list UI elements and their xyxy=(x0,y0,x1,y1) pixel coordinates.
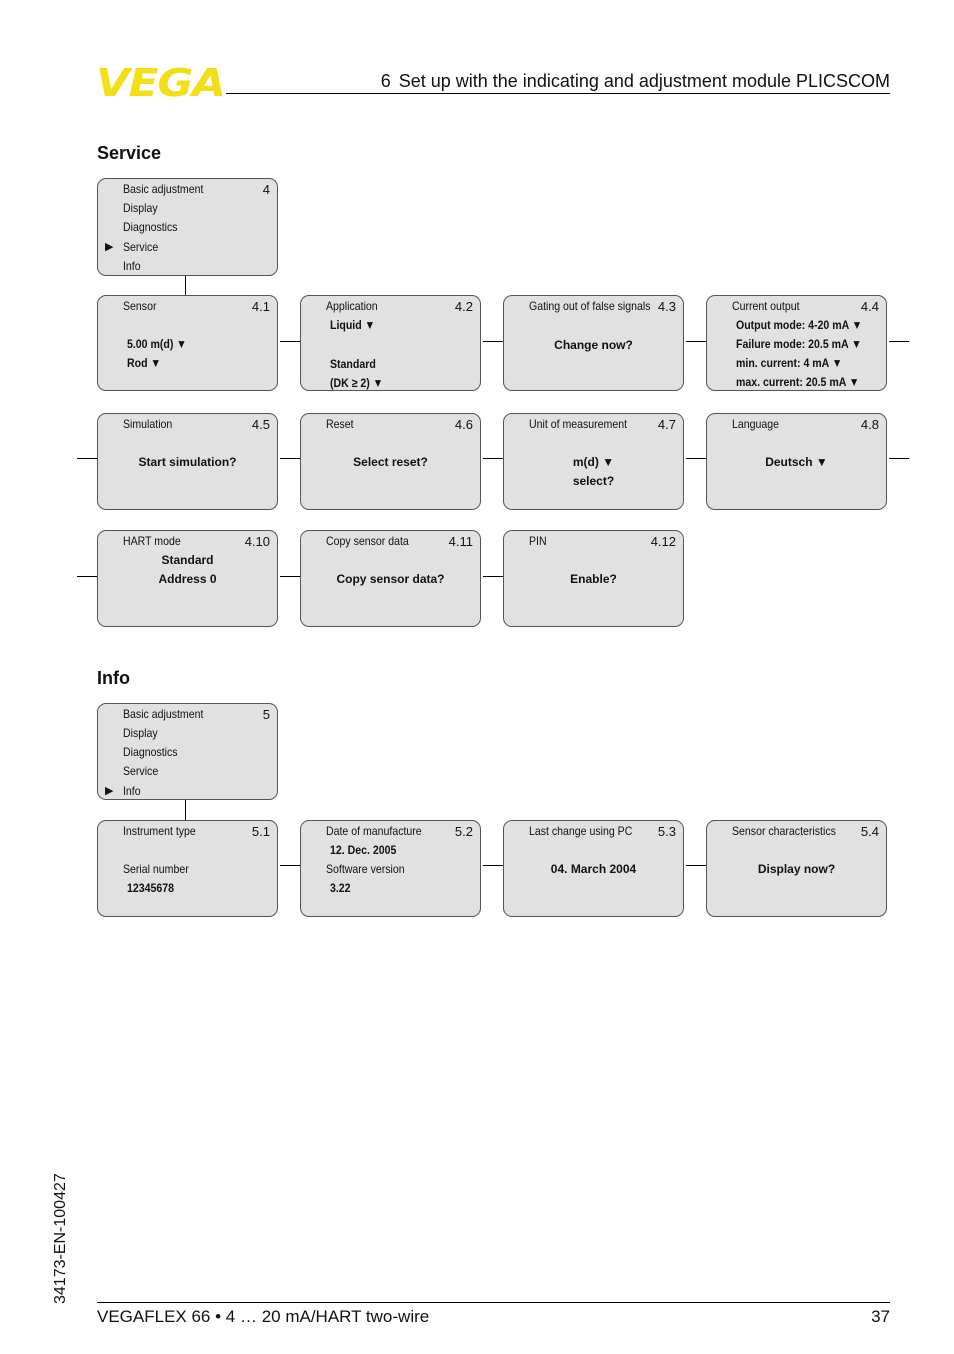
box-value: Deutsch ▼ xyxy=(765,455,828,469)
box-title: Simulation xyxy=(123,417,173,431)
connector-line xyxy=(686,341,706,342)
box-unit xyxy=(503,413,684,510)
info-menu-box xyxy=(97,703,278,800)
box-last-change xyxy=(503,820,684,917)
menu-number: 5 xyxy=(262,707,270,722)
box-value: 3.22 xyxy=(330,881,351,895)
box-hart-mode xyxy=(97,530,278,627)
box-title: Instrument type xyxy=(123,824,196,838)
box-value: Display now? xyxy=(757,862,836,876)
box-value: (DK ≥ 2) ▼ xyxy=(330,376,384,390)
box-value: m(d) ▼ xyxy=(572,455,615,469)
box-value: 04. March 2004 xyxy=(550,862,637,876)
box-sensor-characteristics xyxy=(706,820,887,917)
connector-line xyxy=(483,341,503,342)
box-number: 5.4 xyxy=(860,824,879,839)
box-title: PIN xyxy=(529,534,547,548)
box-copy-sensor-data xyxy=(300,530,481,627)
box-value: select? xyxy=(572,474,615,488)
box-false-signals xyxy=(503,295,684,391)
box-value: Copy sensor data? xyxy=(336,572,445,586)
box-value: max. current: 20.5 mA ▼ xyxy=(736,375,860,389)
menu-number: 4 xyxy=(262,182,270,197)
box-title: Language xyxy=(732,417,779,431)
connector-line xyxy=(280,865,300,866)
box-number: 4.11 xyxy=(448,534,473,549)
box-value: Address 0 xyxy=(158,572,217,586)
box-label: Software version xyxy=(326,862,405,876)
box-number: 4.6 xyxy=(454,417,473,432)
header-rule xyxy=(226,93,890,94)
box-simulation xyxy=(97,413,278,510)
box-value: Select reset? xyxy=(353,455,428,469)
box-value: Liquid ▼ xyxy=(330,318,376,332)
connector-line xyxy=(185,276,186,295)
box-value: 12. Dec. 2005 xyxy=(330,843,397,857)
box-title: Sensor xyxy=(123,299,157,313)
box-number: 4.3 xyxy=(657,299,676,314)
box-pin xyxy=(503,530,684,627)
box-value: Start simulation? xyxy=(138,455,237,469)
box-title: Last change using PC xyxy=(529,824,633,838)
box-value: Failure mode: 20.5 mA ▼ xyxy=(736,337,862,351)
box-number: 4.1 xyxy=(251,299,270,314)
box-value: Change now? xyxy=(554,338,633,352)
box-value: Output mode: 4-20 mA ▼ xyxy=(736,318,863,332)
box-number: 5.3 xyxy=(657,824,676,839)
menu-item: Display xyxy=(123,201,158,215)
connector-line xyxy=(889,341,909,342)
menu-item: Basic adjustment xyxy=(123,182,204,196)
box-title: HART mode xyxy=(123,534,181,548)
connector-line xyxy=(77,576,97,577)
box-value: Standard xyxy=(330,357,376,371)
connector-line xyxy=(185,800,186,820)
connector-line xyxy=(77,458,97,459)
box-number: 4.4 xyxy=(860,299,879,314)
box-title: Sensor characteristics xyxy=(732,824,836,838)
box-value: 5.00 m(d) ▼ xyxy=(127,337,187,351)
section-title-service: Service xyxy=(97,143,162,163)
box-number: 4.5 xyxy=(251,417,270,432)
menu-item-selected: Info xyxy=(123,784,141,798)
box-instrument-type xyxy=(97,820,278,917)
box-title: Copy sensor data xyxy=(326,534,409,548)
box-language xyxy=(706,413,887,510)
box-reset xyxy=(300,413,481,510)
box-value: min. current: 4 mA ▼ xyxy=(736,356,843,370)
box-title: Gating out of false signals xyxy=(529,299,651,313)
menu-item: Display xyxy=(123,726,158,740)
box-number: 5.2 xyxy=(454,824,473,839)
box-title: Application xyxy=(326,299,378,313)
document-number: 34173-EN-100427 xyxy=(52,1173,69,1304)
connector-line xyxy=(483,458,503,459)
connector-line xyxy=(686,865,706,866)
box-value: Rod ▼ xyxy=(127,356,161,370)
box-number: 5.1 xyxy=(251,824,270,839)
section-title-info: Info xyxy=(97,668,130,688)
connector-line xyxy=(280,576,300,577)
box-value: Enable? xyxy=(570,572,617,586)
connector-line xyxy=(280,458,300,459)
footer-product: VEGAFLEX 66 • 4 … 20 mA/HART two-wire xyxy=(97,1307,430,1326)
selection-arrow-icon: ▶ xyxy=(105,785,114,797)
menu-item: Basic adjustment xyxy=(123,707,204,721)
box-date-of-manufacture xyxy=(300,820,481,917)
box-sensor xyxy=(97,295,278,391)
menu-item: Info xyxy=(123,259,141,273)
page-number: 37 xyxy=(871,1307,890,1326)
chapter-number: 6 xyxy=(380,71,391,91)
menu-item-selected: Service xyxy=(123,240,159,254)
box-value: 12345678 xyxy=(127,881,174,895)
menu-item: Diagnostics xyxy=(123,220,178,234)
connector-line xyxy=(483,865,503,866)
box-number: 4.8 xyxy=(860,417,879,432)
footer-rule xyxy=(97,1302,890,1303)
service-menu-box xyxy=(97,178,278,276)
chapter-title: Set up with the indicating and adjustment module PLICSCOM xyxy=(398,71,890,91)
menu-item: Service xyxy=(123,764,159,778)
box-value: Standard xyxy=(161,553,214,567)
connector-line xyxy=(280,341,300,342)
box-title: Current output xyxy=(732,299,800,313)
box-application xyxy=(300,295,481,391)
selection-arrow-icon: ▶ xyxy=(105,241,114,253)
menu-item: Diagnostics xyxy=(123,745,178,759)
box-title: Unit of measurement xyxy=(529,417,628,431)
connector-line xyxy=(686,458,706,459)
box-number: 4.2 xyxy=(454,299,473,314)
box-number: 4.7 xyxy=(657,417,676,432)
box-number: 4.12 xyxy=(650,534,676,549)
box-current-output xyxy=(706,295,887,391)
box-label: Serial number xyxy=(123,862,189,876)
chapter-heading xyxy=(381,71,890,92)
connector-line xyxy=(483,576,503,577)
vega-logo: VEGA xyxy=(96,61,225,105)
box-number: 4.10 xyxy=(244,534,270,549)
box-title: Reset xyxy=(326,417,354,431)
connector-line xyxy=(889,458,909,459)
box-title: Date of manufacture xyxy=(326,824,422,838)
